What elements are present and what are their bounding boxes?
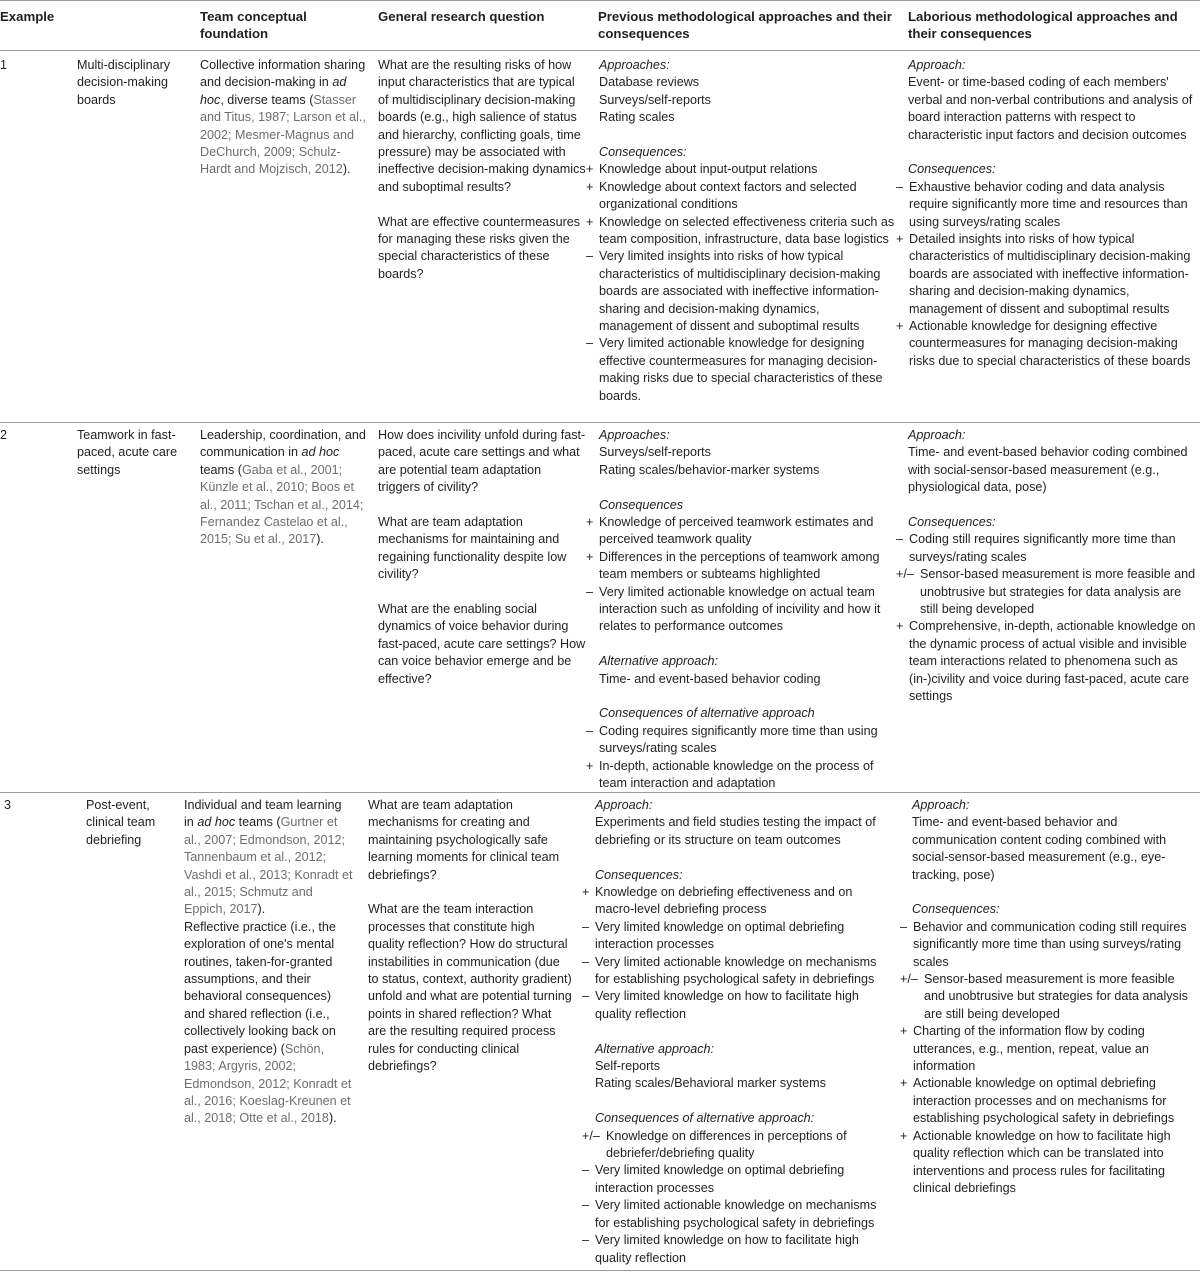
foundation-italic: ad hoc [197, 815, 236, 830]
approach-text: Event- or time-based coding of each members' verbal and non-verbal contributions and analysis of board interaction patterns with respect to characteristic input factors and decision outcomes [908, 75, 1193, 142]
consequence-item [896, 618, 1196, 705]
research-question: What are team adaptation mechanisms for creating and maintaining psychologically safe learning moments for clinical team debriefings? [368, 798, 560, 882]
consequence-text: Sensor-based measurement is more feasible and unobtrusive but strategies for data analysis are still being developed [924, 972, 1188, 1021]
consequence-text: Very limited insights into risks of how typical characteristics of multidisciplinary decision-making boards are associated with ineffective information-sharing and decision-making dynamics, management of dissent and suboptimal results [599, 249, 881, 334]
row-number: 2 [0, 428, 8, 442]
alternative-approach-item: Self-reports [595, 1059, 661, 1074]
consequence-item [582, 954, 894, 989]
consequences-label: Consequences: [908, 162, 996, 177]
consequence-item [586, 584, 896, 636]
alternative-approach-item: Time- and event-based behavior coding [599, 671, 821, 686]
consequence-item [586, 335, 896, 405]
consequence-item [900, 1023, 1198, 1075]
consequence-item [896, 231, 1196, 318]
consequence-item [586, 549, 896, 584]
approaches-label: Approaches: [599, 428, 670, 442]
consequence-item [896, 318, 1196, 370]
laborious-cell [900, 797, 1198, 1197]
consequence-marker: – [900, 919, 908, 934]
consequence-item [586, 179, 896, 214]
consequences-label: Consequences: [912, 902, 1000, 917]
approach-item: Surveys/self-reports [599, 445, 711, 460]
consequence-item [586, 723, 896, 758]
example-name: Post-event, clinical team debriefing [86, 798, 156, 847]
consequence-marker: – [586, 336, 594, 351]
table-bottom-rule [0, 1270, 1200, 1271]
consequence-item [896, 531, 1196, 566]
laborious-cell [896, 427, 1196, 705]
approach-item: Surveys/self-reports [599, 92, 711, 107]
consequence-marker: + [896, 232, 904, 247]
header-rule [0, 50, 1200, 51]
alternative-consequences-label: Consequences of alternative approach [599, 706, 815, 721]
foundation-text: teams ( [235, 815, 281, 830]
consequence-text: Coding requires significantly more time than using surveys/rating scales [599, 723, 878, 756]
approach-label: Approach: [908, 428, 966, 442]
header-laborious: Laborious methodological approaches and their consequences [908, 9, 1178, 42]
consequences-label: Consequences: [599, 145, 687, 160]
consequence-item [582, 1128, 894, 1163]
consequence-item [586, 161, 896, 178]
example-name: Multi-disciplinary decision-making boards [77, 58, 171, 107]
consequence-text: Actionable knowledge on optimal debriefing interaction processes and on mechanisms for establishing psychological safety in debriefings [913, 1076, 1175, 1126]
approaches-label: Approaches: [599, 58, 670, 72]
question-cell [378, 57, 586, 283]
consequence-text: Charting of the information flow by coding utterances, e.g., mention, repeat, value an information [913, 1024, 1149, 1074]
consequence-text: Actionable knowledge for designing effective countermeasures for managing decision-making risks due to special characteristics of these boards [909, 319, 1191, 368]
citation-text: Gaba et al., 2001; Künzle et al., 2010; Boos et al., 2011; Tschan et al., 2014; Fernandez Castelao et al., 2015; Su et al., 2017 [200, 462, 364, 547]
consequence-text: Very limited knowledge on how to facilitate high quality reflection [595, 989, 859, 1021]
consequence-marker: – [582, 954, 590, 969]
approach-text: Time- and event-based behavior coding combined with social-sensor-based measurement (e.g., physiological data, pose) [908, 445, 1188, 495]
consequence-marker: – [586, 249, 594, 264]
consequence-text: Knowledge about context factors and selected organizational conditions [599, 179, 857, 212]
consequence-marker: + [586, 162, 594, 177]
approach-item: Experiments and field studies testing the impact of debriefing or its structure on team outcomes [595, 815, 876, 847]
consequence-text: Coding still requires significantly more time than surveys/rating scales [909, 532, 1176, 564]
previous-cell [586, 57, 896, 405]
consequence-text: Sensor-based measurement is more feasible and unobtrusive but strategies for data analysis are still being developed [920, 567, 1196, 617]
research-question: What are effective countermeasures for managing these risks given the special characteristics of these boards? [378, 214, 581, 281]
consequence-marker: +/– [582, 1128, 600, 1143]
citation-text: Stasser and Titus, 1987; Larson et al., 2002; Mesmer-Magnus and DeChurch, 2009; Schulz-Hardt and Mojzisch, 2012 [200, 92, 366, 177]
consequence-marker: + [586, 515, 594, 530]
previous-cell [586, 427, 896, 792]
consequence-text: Differences in the perceptions of teamwork among team members or subteams highlighted [599, 549, 880, 582]
previous-cell [582, 797, 894, 1267]
consequence-item [900, 971, 1198, 1023]
example-name: Teamwork in fast-paced, acute care settings [77, 428, 178, 477]
consequence-text: Knowledge on debriefing effectiveness and on macro-level debriefing process [595, 885, 853, 917]
alternative-approach-label: Alternative approach: [599, 654, 719, 669]
header-example: Example [0, 9, 55, 24]
consequence-text: Knowledge of perceived teamwork estimates and perceived teamwork quality [599, 515, 874, 547]
approach-label: Approach: [912, 798, 970, 812]
research-question: What are the enabling social dynamics of voice behavior during fast-paced, acute care settings? How can voice behavior emerge and be effective? [378, 602, 586, 686]
consequence-marker: – [586, 584, 594, 599]
consequence-item [582, 1232, 894, 1267]
consequence-item [896, 566, 1196, 618]
consequence-marker: +/– [896, 567, 914, 582]
consequence-item [582, 884, 894, 919]
consequence-text: Behavior and communication coding still requires significantly more time than using surveys/rating scales [913, 919, 1187, 969]
foundation-text: teams ( [200, 462, 242, 477]
foundation-text: Reflective practice (i.e., the exploration of one's mental routines, taken-for-granted assumptions, and their behavioral consequences) and shared reflection (i.e., collectively looking back on past experience) ( [184, 919, 336, 1056]
approach-item: Rating scales/behavior-marker systems [599, 462, 820, 477]
consequence-text: Knowledge about input-output relations [599, 162, 818, 177]
research-question: What are the resulting risks of how input characteristics that are typical of multidisciplinary decision-making boards (e.g., high salience of status and hierarchy, conflicting goals, time pressure) may be associated with ineffective decision-making dynamics and suboptimal results? [378, 58, 586, 194]
consequence-item [896, 179, 1196, 231]
alternative-approach-label: Alternative approach: [595, 1041, 715, 1056]
consequence-marker: – [896, 179, 904, 194]
foundation-text: ). [257, 902, 266, 917]
research-question: What are the team interaction processes that constitute high quality reflection? How do structural instabilities in communication (due to status, context, authority gradient) unfold and what are potential turning points in shared reflection? What are the resulting required process rules for conducting clinical debriefings? [368, 902, 572, 1074]
consequence-marker: – [582, 989, 590, 1004]
consequence-marker: – [582, 1233, 590, 1248]
approaches-label: Approach: [595, 798, 653, 812]
row-number: 1 [0, 58, 8, 72]
consequence-marker: – [586, 723, 594, 738]
foundation-italic: ad hoc [301, 445, 340, 460]
foundation-text: ). [328, 1111, 337, 1126]
laborious-cell [896, 57, 1196, 370]
consequence-text: Very limited actionable knowledge on mechanisms for establishing psychological safety in debriefings [595, 1198, 877, 1230]
question-cell [368, 797, 573, 1075]
consequences-label: Consequences: [595, 867, 683, 882]
approach-label: Approach: [908, 58, 966, 72]
foundation-text: Leadership, coordination, and communication in [200, 428, 366, 460]
consequence-text: In-depth, actionable knowledge on the process of team interaction and adaptation [599, 758, 874, 791]
consequence-text: Detailed insights into risks of how typical characteristics of multidisciplinary decision-making boards are associated with ineffective information-sharing and decision-making dynamics, management of dissent and suboptimal results [909, 232, 1191, 316]
foundation-cell [200, 427, 368, 549]
consequence-item [586, 248, 896, 335]
consequence-marker: – [896, 532, 904, 547]
consequence-marker: + [586, 758, 594, 773]
consequence-item [586, 514, 896, 549]
row-rule [0, 422, 1200, 423]
foundation-text: Individual and team learning in [184, 798, 342, 830]
foundation-text: ). [342, 162, 351, 177]
alternative-consequences-label: Consequences of alternative approach: [595, 1111, 815, 1126]
consequence-item [900, 1075, 1198, 1127]
alternative-approach-item: Rating scales/Behavioral marker systems [595, 1076, 826, 1091]
foundation-text: ). [316, 532, 324, 547]
consequence-text: Very limited knowledge on optimal debriefing interaction processes [595, 919, 845, 952]
header-previous: Previous methodological approaches and their consequences [598, 9, 892, 42]
research-question: How does incivility unfold during fast-paced, acute care settings and what are potential team adaptation triggers of civility? [378, 428, 586, 495]
row-number: 3 [4, 798, 12, 812]
consequence-marker: + [586, 214, 594, 229]
consequence-marker: – [582, 1198, 590, 1213]
consequences-label: Consequences: [908, 515, 996, 530]
foundation-cell [200, 57, 368, 179]
foundation-text: Collective information sharing and decision-making in [200, 58, 366, 90]
approach-text: Time- and event-based behavior and communication content coding combined with social-sensor-based measurement (e.g., eye-tracking, pose) [912, 815, 1167, 882]
consequence-marker: + [896, 619, 904, 634]
consequence-item [582, 1162, 894, 1197]
header-foundation: Team conceptual foundation [200, 9, 307, 42]
consequence-item [582, 988, 894, 1023]
consequence-text: Exhaustive behavior coding and data analysis require significantly more time and resources than using surveys/rating scales [909, 179, 1188, 229]
consequence-text: Actionable knowledge on how to facilitate high quality reflection which can be translated into interventions and process rules for facilitating clinical debriefings [913, 1128, 1171, 1195]
consequences-label: Consequences [599, 497, 684, 512]
approach-item: Rating scales [599, 110, 675, 125]
approach-item: Database reviews [599, 75, 700, 90]
consequence-text: Very limited actionable knowledge on mechanisms for establishing psychological safety in debriefings [595, 954, 877, 987]
consequence-item [582, 1197, 894, 1232]
consequence-marker: + [896, 319, 904, 334]
consequence-marker: – [582, 1163, 590, 1178]
consequence-marker: + [586, 179, 594, 194]
consequence-marker: + [900, 1024, 908, 1039]
consequence-item [900, 919, 1198, 971]
consequence-item [582, 919, 894, 954]
consequence-text: Very limited knowledge on optimal debriefing interaction processes [595, 1163, 845, 1195]
consequence-text: Knowledge on selected effectiveness criteria such as team composition, infrastructure, data base logistics [599, 214, 895, 247]
table-top-rule [0, 0, 1200, 1]
consequence-item [900, 1128, 1198, 1198]
consequence-item [586, 758, 896, 793]
consequence-marker: + [900, 1128, 908, 1143]
consequence-text: Very limited knowledge on how to facilitate high quality reflection [595, 1233, 859, 1265]
research-question: What are team adaptation mechanisms for maintaining and regaining functionality despite low civility? [378, 515, 567, 582]
consequence-marker: +/– [900, 972, 918, 987]
consequence-marker: + [900, 1076, 908, 1091]
consequence-marker: – [582, 919, 590, 934]
consequence-text: Knowledge on differences in perceptions of debriefer/debriefing quality [606, 1128, 847, 1161]
foundation-cell [184, 797, 354, 1128]
header-question: General research question [378, 9, 545, 24]
foundation-text: , diverse teams ( [220, 92, 314, 107]
consequence-text: Very limited actionable knowledge on actual team interaction such as unfolding of incivility and how it relates to performance outcomes [599, 584, 881, 634]
question-cell [378, 427, 586, 688]
citation-text: Gurtner et al., 2007; Edmondson, 2012; Tannenbaum et al., 2012; Vashdi et al., 2013; Konradt et al., 2015; Schmutz and Eppich, 2017 [184, 815, 353, 917]
consequence-item [586, 214, 896, 249]
consequence-marker: + [582, 885, 590, 900]
consequence-marker: + [586, 549, 594, 564]
consequence-text: Very limited actionable knowledge for designing effective countermeasures for managing decision-making risks due to special characteristics of these boards. [599, 336, 883, 403]
consequence-text: Comprehensive, in-depth, actionable knowledge on the dynamic process of actual visible and invisible team interactions related to phenomena such as (in-)civility and voice during fast-paced, acute care settings [909, 619, 1196, 704]
foundation-italic: ad hoc [200, 75, 347, 107]
citation-text: Schön, 1983; Argyris, 2002; Edmondson, 2012; Konradt et al., 2016; Koeslag-Kreunen et al., 2018; Otte et al., 2018 [184, 1041, 352, 1126]
